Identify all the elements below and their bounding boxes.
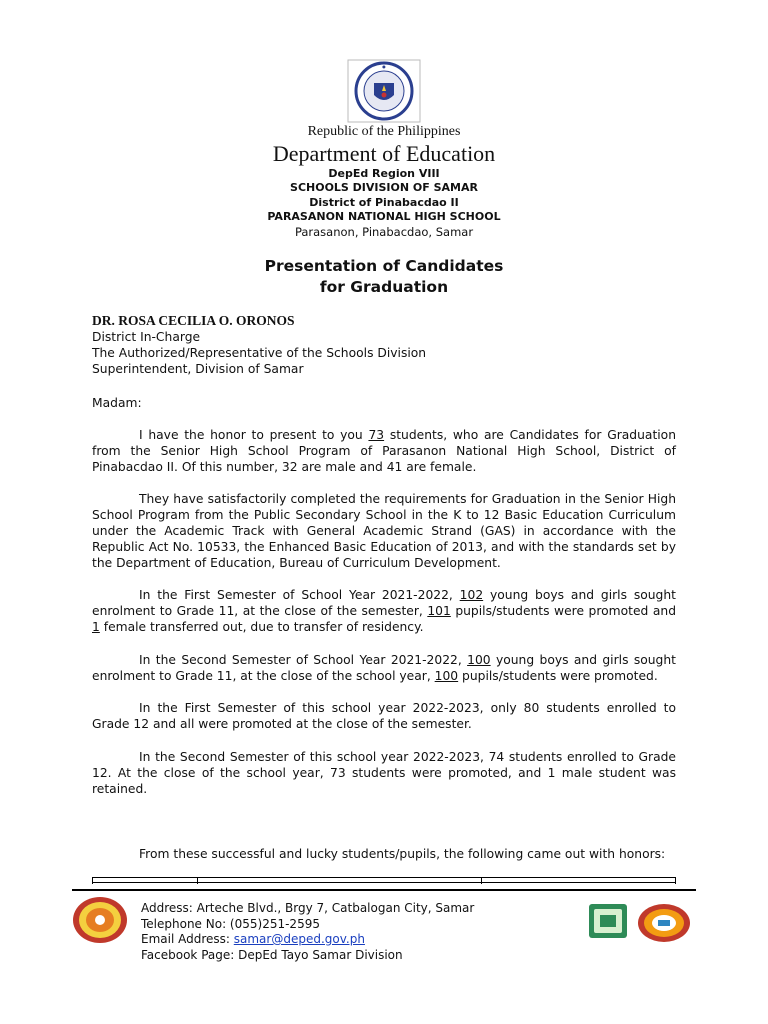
p1-text-b: students, who are Candidates for Graduation from the Senior High School Program of Parasanon National High School, District of Pinabacdao II. Of this number, 32 are male and 41 are female.: [92, 428, 676, 474]
footer-email-label: Email Address:: [141, 932, 234, 946]
p4-text-c: pupils/students were promoted.: [458, 669, 658, 683]
header-district: District of Pinabacdao II: [309, 196, 459, 209]
paragraph-1: [92, 427, 676, 475]
footer-email-line: [141, 932, 474, 948]
p3-promoted: 101: [427, 604, 451, 618]
p4-text-b: young boys and girls sought enrolment to Grade 11, at the close of the school year,: [92, 653, 676, 683]
paragraph-7: From these successful and lucky students/pupils, the following came out with honors:: [139, 847, 666, 861]
p3-transferred: 1: [92, 620, 100, 634]
table-border: [92, 878, 93, 884]
p3-text-a: In the First Semester of School Year 2021-2022,: [139, 588, 460, 602]
footer-contact: [141, 901, 474, 963]
recipient-line-2: The Authorized/Representative of the Schools Division: [92, 346, 427, 360]
deped-samar-logo-icon: [588, 903, 628, 939]
title-line-1: Presentation of Candidates: [264, 257, 504, 275]
table-border: [197, 878, 198, 884]
recipient-name: DR. ROSA CECILIA O. ORONOS: [92, 313, 295, 328]
salutation: Madam:: [92, 396, 142, 410]
header-address: Parasanon, Pinabacdao, Samar: [294, 225, 474, 239]
division-seal-icon: [72, 896, 128, 944]
recipient-line-1: District In-Charge: [92, 330, 201, 344]
header-region: DepEd Region VIII: [328, 167, 440, 180]
paragraph-6: In the Second Semester of this school year 2022-2023, 74 students enrolled to Grade 12. At the close of the school year, 73 students were promoted, and 1 male student was retained.: [92, 750, 676, 796]
paragraph-4: [92, 652, 676, 684]
p3-text-b: young boys and girls sought enrolment to Grade 11, at the close of the semester,: [92, 588, 676, 618]
paragraph-5: In the First Semester of this school year 2022-2023, only 80 students enrolled to Grade 12 and all were promoted at the close of the semester.: [92, 701, 676, 731]
p3-text-d: female transferred out, due to transfer of residency.: [99, 620, 424, 634]
footer-address: Address: Arteche Blvd., Brgy 7, Catbalogan City, Samar: [141, 901, 475, 915]
p4-text-a: In the Second Semester of School Year 2021-2022,: [139, 653, 468, 667]
p4-promoted: 100: [434, 669, 459, 683]
header-division: SCHOOLS DIVISION OF SAMAR: [290, 181, 478, 194]
recipient-line-3: Superintendent, Division of Samar: [92, 362, 304, 376]
footer-telephone: Telephone No: (055)251-2595: [141, 916, 320, 931]
p1-text-a: I have the honor to present to you: [139, 428, 369, 442]
table-border: [481, 878, 482, 884]
svg-text:●: ●: [382, 64, 386, 69]
paragraph-2: They have satisfactorily completed the requirements for Graduation in the Senior High School Program from the Public Secondary School in the K to 12 Basic Education Curriculum under the Academic Track with General Academic Strand (GAS) in accordance with the Republic Act No. 10533, the Enhanced Basic Education of 2013, and with the standards set by the Department of Education, Bureau of Curriculum Development.: [92, 492, 676, 570]
deped-seal-icon: [347, 59, 421, 123]
footer-email-link[interactable]: samar@deped.gov.ph: [233, 932, 365, 946]
header-republic: Republic of the Philippines: [307, 124, 461, 139]
footer-facebook: Facebook Page: DepEd Tayo Samar Division: [141, 947, 403, 962]
samar-seal-icon: [637, 903, 691, 943]
header-department: Department of Education: [272, 141, 496, 166]
header-school: PARASANON NATIONAL HIGH SCHOOL: [267, 210, 501, 223]
recipient-block: [92, 313, 676, 377]
footer-divider: [72, 889, 696, 891]
title-line-2: for Graduation: [319, 278, 449, 296]
paragraph-3: [92, 587, 676, 635]
table-border: [675, 878, 676, 884]
p3-enrolled: 102: [459, 588, 484, 602]
honors-table-top: [92, 877, 676, 883]
p4-enrolled: 100: [467, 653, 491, 667]
p3-text-c: pupils/students were promoted and: [450, 604, 676, 618]
p1-count: 73: [368, 428, 385, 442]
document-title: [0, 256, 768, 298]
